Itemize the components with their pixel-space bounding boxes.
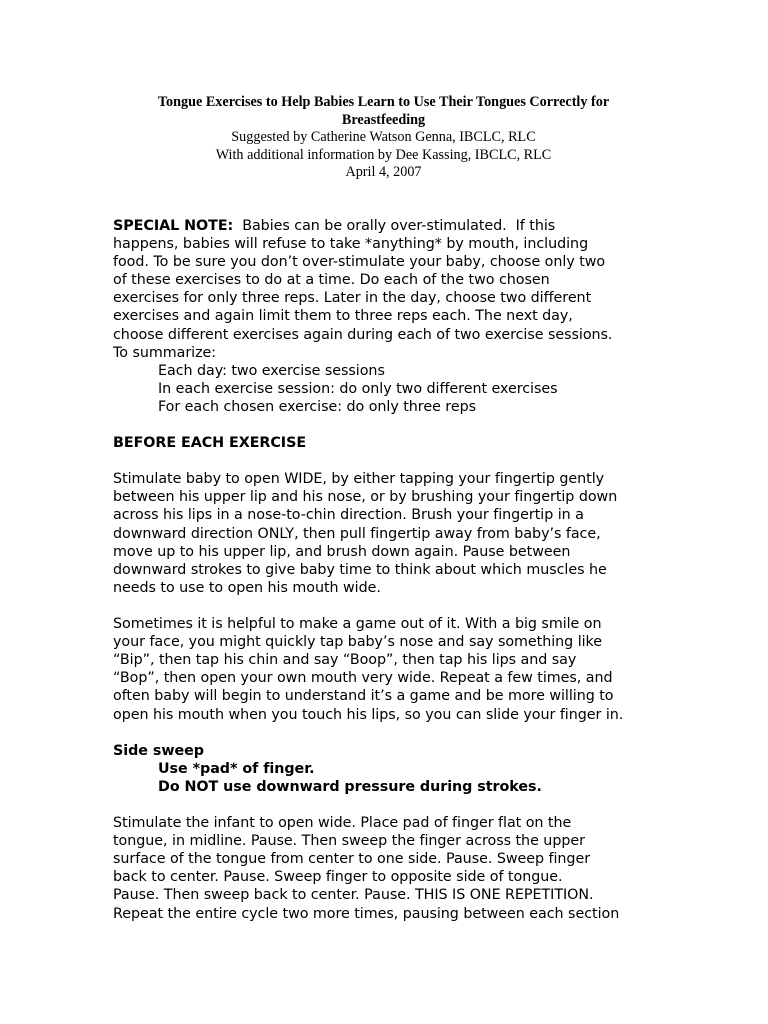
special-note-label: SPECIAL NOTE: — [113, 217, 234, 234]
special-note-line: happens, babies will refuse to take *anything* by mouth, including — [113, 236, 589, 253]
paragraph-line: between his upper lip and his nose, or by brushing your fingertip down — [113, 489, 618, 506]
paragraph-line: move up to his upper lip, and brush down again. Pause between — [113, 543, 571, 560]
special-note-line: of these exercises to do at a time. Do each of the two chosen — [113, 272, 550, 289]
paragraph-line: “Bop”, then open your own mouth very wide. Repeat a few times, and — [113, 670, 613, 687]
paragraph-line: back to center. Pause. Sweep finger to opposite side of tongue. — [113, 869, 563, 886]
spacer — [113, 416, 658, 434]
paragraph-line: needs to use to open his mouth wide. — [113, 579, 381, 596]
paragraph-line: often baby will begin to understand it’s a game and be more willing to — [113, 688, 614, 705]
paragraph-line: open his mouth when you touch his lips, so you can slide your finger in. — [113, 706, 624, 723]
suggested-by: Suggested by Catherine Watson Genna, IBCLC, RLC — [231, 129, 536, 146]
document-title-line-2: Breastfeeding — [341, 111, 426, 128]
special-note-first-line — [113, 217, 658, 235]
paragraph-line: surface of the tongue from center to one side. Pause. Sweep finger — [113, 851, 591, 868]
document-page — [113, 94, 658, 923]
document-date: April 4, 2007 — [345, 164, 422, 181]
additional-info: With additional information by Dee Kassing, IBCLC, RLC — [215, 146, 552, 163]
section-heading: BEFORE EACH EXERCISE — [113, 435, 307, 452]
summary-item: Each day: two exercise sessions — [158, 362, 385, 379]
before-each-exercise-section — [113, 434, 658, 724]
spacer — [113, 796, 658, 814]
spacer — [113, 597, 658, 615]
paragraph-line: downward direction ONLY, then pull fingertip away from baby’s face, — [113, 525, 601, 542]
spacer — [113, 452, 658, 470]
paragraph-line: across his lips in a nose-to-chin direction. Brush your fingertip in a — [113, 507, 584, 524]
summary-item: In each exercise session: do only two different exercises — [158, 380, 558, 397]
side-sweep-section — [113, 742, 658, 923]
special-note-line: food. To be sure you don’t over-stimulate your baby, choose only two — [113, 254, 606, 271]
paragraph-line: “Bip”, then tap his chin and say “Boop”, then tap his lips and say — [113, 652, 577, 669]
paragraph-line: Stimulate the infant to open wide. Place pad of finger flat on the — [113, 815, 572, 832]
paragraph-line: Sometimes it is helpful to make a game out of it. With a big smile on — [113, 616, 602, 633]
side-sweep-note: Do NOT use downward pressure during strokes. — [158, 778, 542, 795]
paragraph-line: your face, you might quickly tap baby’s nose and say something like — [113, 634, 603, 651]
spacer — [113, 724, 658, 742]
side-sweep-note: Use *pad* of finger. — [158, 760, 315, 777]
document-title-line-1: Tongue Exercises to Help Babies Learn to Use Their Tongues Correctly for — [157, 94, 610, 110]
paragraph-line: Stimulate baby to open WIDE, by either tapping your fingertip gently — [113, 471, 605, 488]
special-note-line: exercises for only three reps. Later in the day, choose two different — [113, 290, 592, 307]
document-header — [105, 94, 662, 182]
paragraph-line: Pause. Then sweep back to center. Pause. THIS IS ONE REPETITION. — [113, 887, 594, 904]
special-note-section — [113, 217, 658, 416]
special-note-line: To summarize: — [113, 344, 217, 361]
paragraph-line: tongue, in midline. Pause. Then sweep the finger across the upper — [113, 833, 585, 850]
special-note-line: choose different exercises again during each of two exercise sessions. — [113, 326, 613, 343]
summary-item: For each chosen exercise: do only three reps — [158, 398, 476, 415]
paragraph-line: Repeat the entire cycle two more times, pausing between each section — [113, 905, 620, 922]
section-heading: Side sweep — [113, 742, 204, 759]
document-body — [113, 217, 658, 923]
special-note-first-line-text: Babies can be orally over-stimulated. If this — [233, 217, 556, 234]
paragraph-line: downward strokes to give baby time to think about which muscles he — [113, 561, 607, 578]
special-note-line: exercises and again limit them to three reps each. The next day, — [113, 308, 573, 325]
